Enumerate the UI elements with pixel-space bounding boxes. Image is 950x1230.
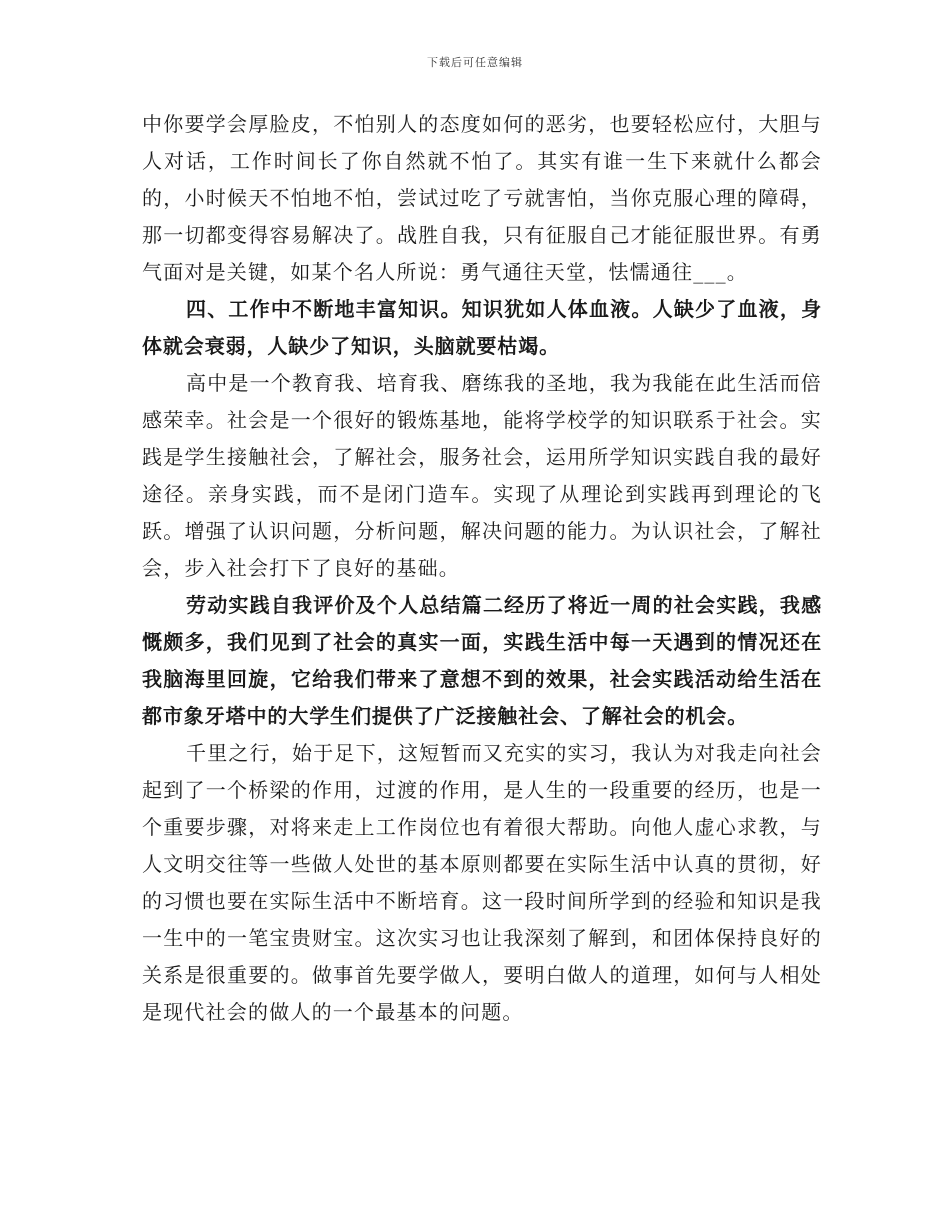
paragraph-journey: 千里之行，始于足下，这短暂而又充实的实习，我认为对我走向社会起到了一个桥梁的作用，过渡的作用，是人生的一段重要的经历，也是一个重要步骤，对将来走上工作岗位也有着很大帮助。向他人虚心求教，与人文明交往等一些做人处世的基本原则都要在实际生活中认真的贯彻，好的习惯也要在实际生活中不断培育。这一段时间所学到的经验和知识是我一生中的一笔宝贵财宝。这次实习也让我深刻了解到，和团体保持良好的关系是很重要的。做事首先要学做人，要明白做人的道理，如何与人相处是现代社会的做人的一个最基本的问题。 bbox=[142, 741, 822, 1024]
paragraph-section-two-intro: 劳动实践自我评价及个人总结篇二经历了将近一周的社会实践，我感慨颇多，我们见到了社会的真实一面，实践生活中每一天遇到的情况还在我脑海里回旋，它给我们带来了意想不到的效果，社会实践活动给生活在都市象牙塔中的大学生们提供了广泛接触社会、了解社会的机会。 bbox=[142, 593, 822, 728]
paragraph-continuation: 中你要学会厚脸皮，不怕别人的态度如何的恶劣，也要轻松应付，大胆与人对话，工作时间长了你自然就不怕了。其实有谁一生下来就什么都会的，小时候天不怕地不怕，尝试过吃了亏就害怕，当你克服心理的障碍，那一切都变得容易解决了。战胜自我，只有征服自己才能征服世界。有勇气面对是关键，如某个名人所说：勇气通往天堂，怯懦通往___。 bbox=[142, 112, 822, 284]
document-body bbox=[142, 106, 822, 1031]
paragraph-heading-four: 四、工作中不断地丰富知识。知识犹如人体血液。人缺少了血液，身体就会衰弱，人缺少了知识，头脑就要枯竭。 bbox=[142, 297, 822, 358]
page-header-note: 下载后可任意编辑 bbox=[427, 56, 523, 69]
paragraph-high-school: 高中是一个教育我、培育我、磨练我的圣地，我为我能在此生活而倍感荣幸。社会是一个很好的锻炼基地，能将学校学的知识联系于社会。实践是学生接触社会，了解社会，服务社会，运用所学知识实践自我的最好途径。亲身实践，而不是闭门造车。实现了从理论到实践再到理论的飞跃。增强了认识问题，分析问题，解决问题的能力。为认识社会，了解社会，步入社会打下了良好的基础。 bbox=[142, 371, 822, 580]
